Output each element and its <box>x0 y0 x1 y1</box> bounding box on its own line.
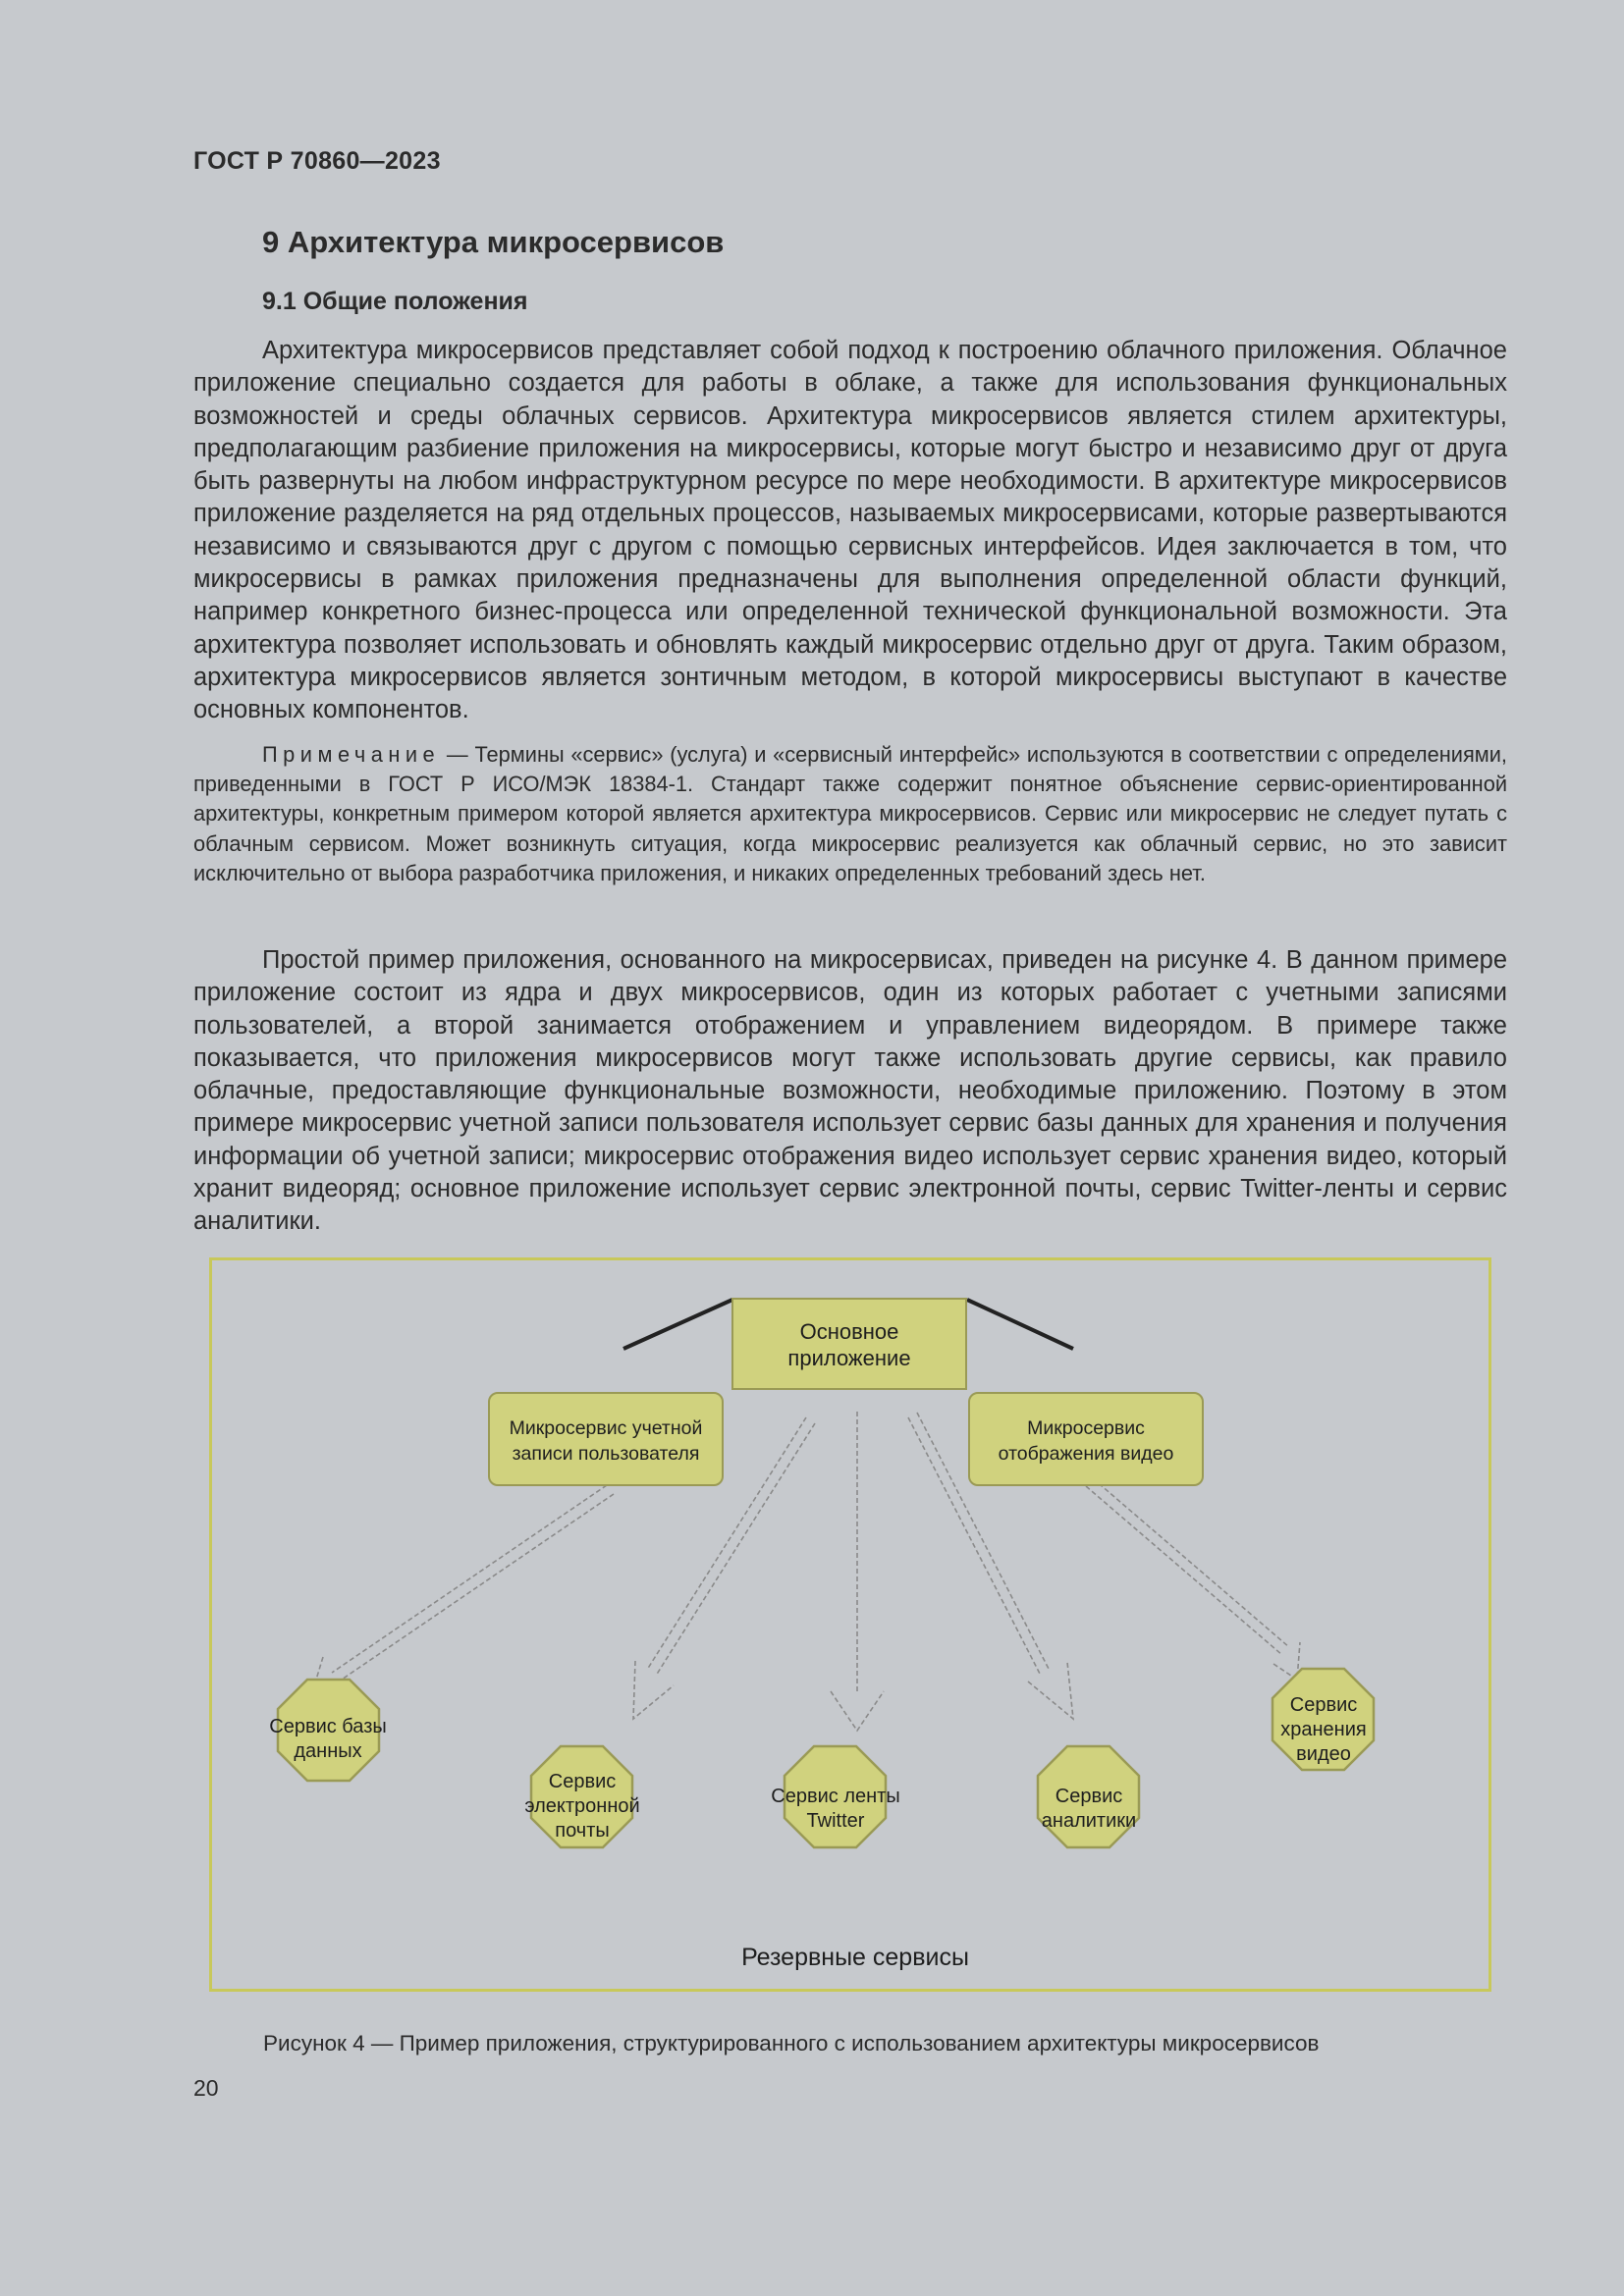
svc-email-label-line1: Сервис <box>548 1771 617 1792</box>
svc-video-storage-label-line3: видео <box>1296 1743 1351 1765</box>
database-service-octagon <box>269 1678 386 1781</box>
user-account-microservice-box <box>489 1393 723 1485</box>
arrow-to-twitter <box>831 1412 884 1731</box>
ms-video-label-line2: отображения видео <box>998 1443 1174 1465</box>
svc-twitter-label-line2: Twitter <box>806 1810 865 1832</box>
paragraph-example: Простой пример приложения, основанного на микросервисах, приведен на рисунке 4. В данном примере приложение состоит из ядра и двух микросервисов, один из которых работает с учетными записями пользователей, а второй занимается отображением и управлением видеорядом. В примере также показывается, что приложения микросервисов могут также использовать другие сервисы, как правило облачные, предоставляющие функциональные возможности, необходимые приложению. Поэтому в этом примере микросервис учетной записи пользователя использует сервис базы данных для хранения и получения информации об учетной записи; микросервис отображения видео использует сервис хранения видео, который хранит видеоряд; основное приложение использует сервис электронной почты, сервис Twitter-ленты и сервис аналитики. <box>193 946 1507 1236</box>
note <box>193 740 1507 888</box>
svc-db-label-line1: Сервис базы <box>269 1716 387 1737</box>
svc-analytics-label-line1: Сервис <box>1055 1786 1123 1807</box>
svc-email-label-line3: почты <box>555 1820 610 1842</box>
ms-user-label-line2: записи пользователя <box>512 1443 700 1465</box>
figure-caption: Рисунок 4 — Пример приложения, структурированного с использованием архитектуры микросервисов <box>263 2031 1320 2056</box>
backend-services-label: Резервные сервисы <box>741 1944 969 1971</box>
analytics-service-octagon <box>1038 1746 1139 1847</box>
figure-microservices-diagram <box>209 1257 1491 1992</box>
main-app-label-line1: Основное <box>799 1319 899 1344</box>
main-app-label-line2: приложение <box>787 1346 911 1370</box>
note-text: — Термины «сервис» (услуга) и «сервисный интерфейс» используются в соответствии с определениями, приведенными в ГОСТ Р ИСО/МЭК 18384-1. Стандарт также содержит понятное объяснение сервис-ориентированной архитектуры, конкретным примером которой является архитектура микросервисов. Сервис или микросервис не следует путать с облачным сервисом. Может возникнуть ситуация, когда микросервис реализуется как облачный сервис, но это зависит исключительно от выбора разработчика приложения, и никаких определенных требований здесь нет. <box>193 742 1507 885</box>
svc-email-label-line2: электронной <box>524 1795 640 1817</box>
document-code: ГОСТ Р 70860—2023 <box>193 147 441 175</box>
note-label: Примечание <box>262 742 441 767</box>
page-number: 20 <box>193 2075 219 2101</box>
section-title: 9 Архитектура микросервисов <box>262 225 725 259</box>
connector-main-to-video <box>967 1300 1073 1349</box>
svc-db-label-line2: данных <box>294 1740 362 1762</box>
subsection-title: 9.1 Общие положения <box>262 288 528 315</box>
connector-main-to-user <box>623 1300 732 1349</box>
arrow-to-db <box>312 1485 614 1695</box>
email-service-octagon <box>524 1746 639 1847</box>
arrow-to-video-storage <box>1086 1478 1300 1680</box>
svc-twitter-label-line1: Сервис ленты <box>771 1786 900 1807</box>
svc-video-storage-label-line1: Сервис <box>1289 1694 1358 1716</box>
paragraph-intro: Архитектура микросервисов представляет собой подход к построению облачного приложения. Облачное приложение специально создается для работы в облаке, а также для использования функциональных возможностей и среды облачных сервисов. Архитектура микросервисов является стилем архитектуры, предполагающим разбиение приложения на микросервисы, которые могут быстро и независимо друг от друга быть развернуты на любом инфраструктурном ресурсе по мере необходимости. В архитектуре микросервисов приложение разделяется на ряд отдельных процессов, называемых микросервисами, которые развертываются независимо и связываются друг с другом с помощью сервисных интерфейсов. Идея заключается в том, что микросервисы в рамках приложения предназначены для выполнения определенной области функций, например конкретного бизнес-процесса или определенной технической функциональной возможности. Эта архитектура позволяет использовать и обновлять каждый микросервис отдельно друг от друга. Таким образом, архитектура микросервисов является зонтичным методом, в которой микросервисы выступают в качестве основных компонентов. <box>193 337 1507 724</box>
video-storage-service-octagon <box>1272 1669 1374 1770</box>
svc-analytics-label-line2: аналитики <box>1041 1810 1137 1832</box>
main-application-box <box>732 1299 966 1389</box>
ms-video-label-line1: Микросервис <box>1027 1417 1145 1439</box>
twitter-feed-service-octagon <box>771 1746 899 1847</box>
video-display-microservice-box <box>969 1393 1203 1485</box>
ms-user-label-line1: Микросервис учетной <box>509 1417 703 1439</box>
svc-video-storage-label-line2: хранения <box>1280 1719 1367 1740</box>
